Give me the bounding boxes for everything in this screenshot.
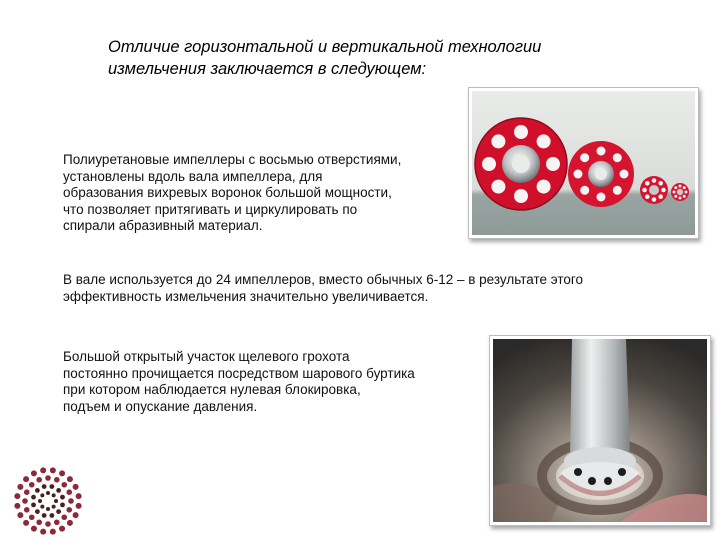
logo-dot (17, 512, 23, 518)
text-line: подъем и опускание давления. (63, 398, 258, 414)
logo-dot (56, 509, 61, 514)
logo-dot (36, 477, 42, 483)
logo-dot (66, 489, 72, 495)
text-line: постоянно прочищается посредством шарового буртика (63, 365, 415, 381)
logo-dot (17, 484, 23, 490)
text-line: образования вихревых воронок большой мощности, (63, 185, 392, 200)
logo-dot (42, 513, 47, 518)
logo-dot (29, 514, 35, 520)
logo-dot (46, 491, 50, 495)
shaft-chamber-photo (489, 335, 711, 526)
logo-dot (54, 477, 60, 483)
logo-dot (35, 509, 40, 514)
logo-dot (36, 519, 42, 525)
logo-dot (66, 507, 72, 513)
paragraph-impellers (63, 152, 473, 235)
logo-dot (45, 475, 51, 481)
logo-dot (22, 498, 28, 504)
logo-dot (31, 495, 36, 500)
logo-dot (40, 529, 46, 535)
logo-dot (14, 493, 20, 499)
logo-dot (31, 502, 36, 507)
text-line: Большой открытый участок щелевого грохота (63, 349, 350, 364)
logo-dot (24, 489, 30, 495)
logo-dot (54, 499, 58, 503)
logo-dot (76, 503, 82, 509)
logo-dot (67, 520, 73, 526)
logo-dot (49, 484, 54, 489)
logo-dot (50, 467, 56, 473)
logo-dot (52, 493, 56, 497)
logo-dot (76, 493, 82, 499)
logo-dot (50, 529, 56, 535)
logo-dot (73, 512, 79, 518)
logo-dot (46, 507, 50, 511)
logo-dot (67, 476, 73, 482)
impellers-photo (468, 87, 699, 239)
logo-dot (60, 495, 65, 500)
logo-dot (73, 484, 79, 490)
logo-dot (24, 507, 30, 513)
logo-dot (23, 520, 29, 526)
slide-title-line-2: измельчения заключается в следующем: (108, 60, 427, 78)
text-line: что позволяет притягивать и циркулировать по (63, 201, 358, 217)
logo-dot (54, 519, 60, 525)
logo-dot (49, 513, 54, 518)
text-line: В вале используется до 24 импеллеров, вместо обычных 6-12 – в результате этого (63, 272, 584, 287)
tiny-impeller (671, 183, 689, 201)
large-impeller (475, 118, 567, 210)
logo-dot (60, 502, 65, 507)
logo-dot (59, 526, 65, 532)
logo-dot (40, 493, 44, 497)
logo-dot (45, 521, 51, 527)
logo-dot (40, 467, 46, 473)
logo-dot (23, 476, 29, 482)
logo-dot (29, 482, 35, 488)
slide-title-line-1: Отличие горизонтальной и вертикальной технологии (108, 38, 542, 56)
paragraph-screen (63, 349, 488, 415)
logo-dot (42, 484, 47, 489)
logo-dot (59, 470, 65, 476)
logo-dot (52, 505, 56, 509)
logo-dot (61, 482, 67, 488)
text-line: Полиуретановые импеллеры с восьмью отверстиями, (63, 152, 402, 167)
logo-dot (61, 514, 67, 520)
text-line: эффективность измельчения значительно увеличивается. (63, 288, 429, 304)
logo-dot (31, 470, 37, 476)
medium-impeller (568, 141, 634, 207)
logo-dot (56, 488, 61, 493)
text-line: установлены вдоль вала импеллера, для (63, 168, 323, 184)
slide-title (108, 36, 628, 80)
text-line: при котором наблюдается нулевая блокировка, (63, 382, 361, 397)
logo-dot (68, 498, 74, 504)
dotted-logo (12, 465, 84, 537)
logo-dot (31, 526, 37, 532)
logo-dot (40, 505, 44, 509)
small-impeller (640, 176, 668, 204)
logo-dot (14, 503, 20, 509)
paragraph-shaft (63, 272, 693, 305)
logo-dot (35, 488, 40, 493)
text-line: спирали абразивный материал. (63, 218, 263, 233)
logo-dot (38, 499, 42, 503)
